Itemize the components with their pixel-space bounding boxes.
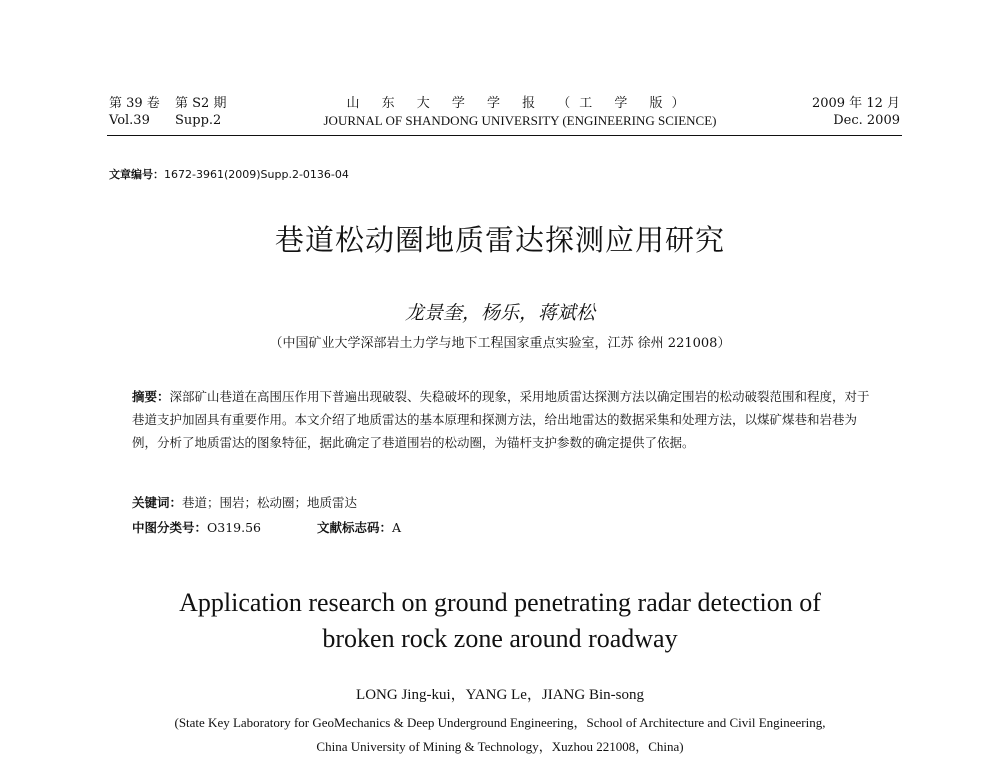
journal-name-en: JOURNAL OF SHANDONG UNIVERSITY (ENGINEERING SCIENCE) [323,113,717,128]
affiliation-en-line2: China University of Mining & Technology，Xuzhou 221008，China) [316,739,684,754]
clc-value: O319.56 [207,520,262,535]
affiliation-en [100,711,900,759]
article-number-label: 文章编号： [109,168,164,181]
abstract-label: 摘要： [132,389,170,404]
doc-code-value: A [392,520,402,535]
authors-en: LONG Jing-kui，YANG Le，JIANG Bin-song [356,687,644,703]
date-en: Dec. 2009 [833,113,900,128]
vol-en: Vol.39 [109,113,150,128]
authors-cn: 龙景奎，杨乐，蒋斌松 [404,302,595,324]
keywords-text: 巷道；围岩；松动圈；地质雷达 [182,495,358,510]
affiliation-en-line1: (State Key Laboratory for GeoMechanics & Deep Underground Engineering，School of Architecture and Civil Engineering, [174,715,826,730]
classification-line [132,518,401,536]
abstract [132,385,872,454]
doc-code-label: 文献标志码： [317,520,393,535]
journal-name-cn: 山 东 大 学 学 报 （工 学 版） [346,96,694,111]
keywords [132,493,357,511]
keywords-label: 关键词： [132,495,183,510]
journal-name [300,95,740,129]
issue-cn: 第 39 卷 [109,96,160,111]
supp-cn: 第 S2 期 [175,96,227,111]
clc-label: 中图分类号： [132,520,208,535]
title-en-line1: Application research on ground penetrating radar detection of [179,588,821,617]
article-number [109,166,349,182]
supp-en: Supp.2 [175,113,222,128]
affiliation-cn: （中国矿业大学深部岩土力学与地下工程国家重点实验室，江苏 徐州 221008） [269,336,731,351]
title-en-line2: broken rock zone around roadway [322,624,678,653]
journal-date [760,95,900,129]
header-rule [107,135,902,136]
article-number-value: 1672-3961(2009)Supp.2-0136-04 [164,168,349,181]
title-en [100,585,900,657]
date-cn: 2009 年 12 月 [811,96,900,111]
abstract-text: 深部矿山巷道在高围压作用下普遍出现破裂、失稳破坏的现象，采用地质雷达探测方法以确定围岩的松动破裂范围和程度，对于巷道支护加固具有重要作用。本文介绍了地质雷达的基本原理和探测方法，给出地雷达的数据采集和处理方法，以煤矿煤巷和岩巷为例，分析了地质雷达的图象特征，据此确定了巷道围岩的松动圈，为锚杆支护参数的确定提供了依据。 [132,389,870,450]
title-cn: 巷道松动圈地质雷达探测应用研究 [274,223,725,257]
journal-issue-info [109,95,226,129]
